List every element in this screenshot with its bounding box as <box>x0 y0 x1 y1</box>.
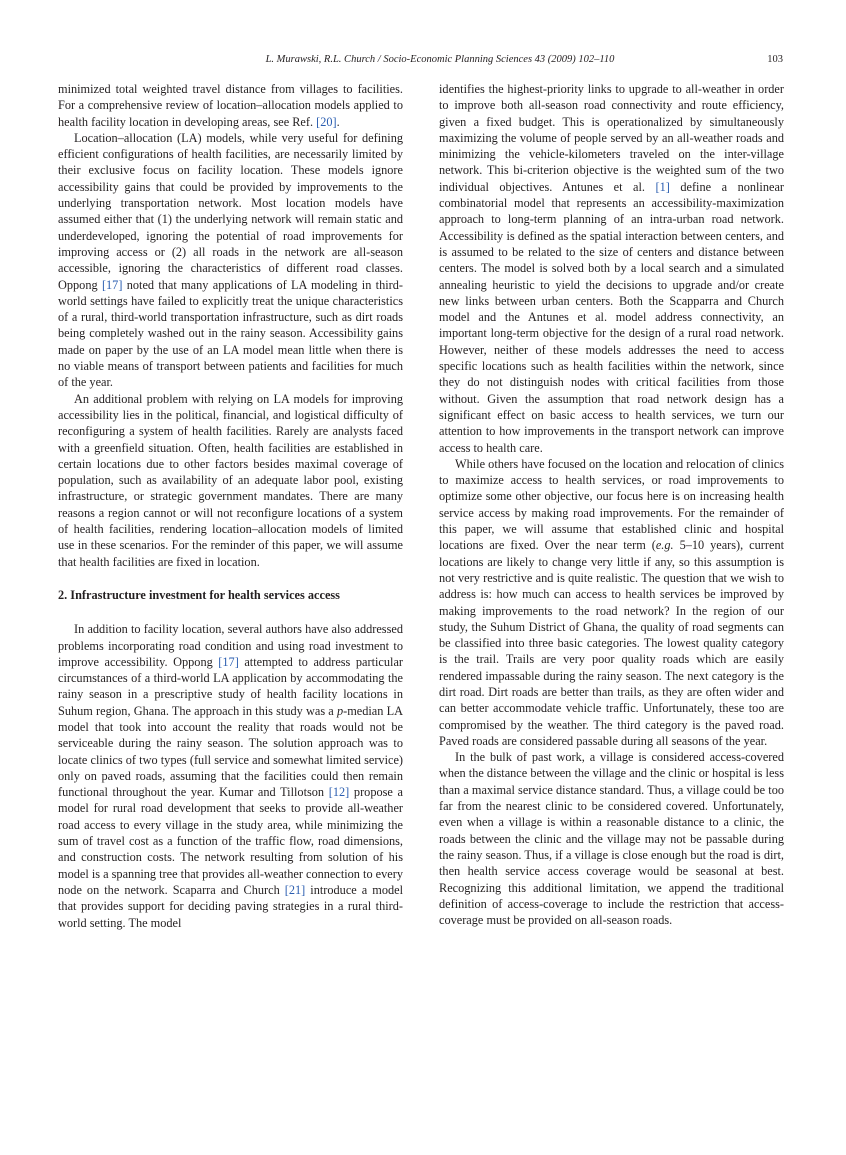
journal-citation: L. Murawski, R.L. Church / Socio-Economic Planning Sciences 43 (2009) 102–110 <box>265 54 615 65</box>
paragraph-text: In addition to facility location, several authors have also addressed problems incorporating road condition and using road investment to improve accessibility. Oppong <box>58 622 403 669</box>
paragraph-text: 5–10 years), current locations are likely to change very little if any, so this assumption is not very restrictive and is quite realistic. The question that we wish to address is: how much can access to health services be improved by making improvements to the road network? In the region of our study, the Suhum District of Ghana, the quality of road segments can be classified into three basic categories. The lowest quality category is the trail. Trails are very poor quality roads which are easily rendered impassable during the rainy season. The next category is the dirt road. Dirt roads are better than trails, as they are often wider and can better accommodate vehicle traffic. Unfortunately, these too are compromised by the weather. The third category is the paved road. Paved roads are considered passable during all seasons of the year. <box>439 538 785 748</box>
paragraph-text: attempted to address particular circumstances of a third-world LA application by accommodating the rainy season in a prescriptive study of health facility locations in Suhum region, Ghana. The approach in this study was a <box>58 654 403 718</box>
reference-link[interactable]: [17] <box>101 277 123 292</box>
paragraph-text: noted that many applications of LA modeling in third-world settings have failed to explicitly treat the unique characteristics of a rural, third-world transportation infrastructure, such as dirt roads being completely washed out in the rainy season. Accessibility gains made on paper by the use of an LA model mean little when there is no viable means of transport between patients and facilities for much of the year. <box>58 277 403 390</box>
paragraph-text: -median LA model that took into account the reality that roads would not be serviceable during the rainy season. The solution approach was to locate clinics of two types (full service and somewhat limited service) only on paved roads, assuming that the facilities could then remain functional throughout the year. Kumar and Tillotson <box>58 703 403 800</box>
paragraph-text: propose a model for rural road development that seeks to provide all-weather road access to every village in the study area, while minimizing the sum of travel cost as a function of the traffic flow, road dimensions, and construction costs. The network resulting from solution of his model is a spanning tree that provides all-weather connection to every node on the network. Scaparra and Church <box>58 785 403 897</box>
paragraph <box>439 81 784 456</box>
reference-link[interactable]: [1] <box>655 179 670 194</box>
paragraph: An additional problem with relying on LA models for improving accessibility lies in the political, financial, and logistical difficulty of reconfiguring a system of health facilities. Rarely are analysts faced with a greenfield situation. Often, health facilities are established in certain locations due to other factors besides maximal coverage of population, such as availability of an adequate labor pool, existing infrastructure, or strategic government mandates. There are many reasons a region cannot or will not reconfigure locations of a system of health facilities, rendering location–allocation models of limited use in these scenarios. For the reminder of this paper, we will assume that health facilities are fixed in location. <box>58 391 403 569</box>
paragraph <box>58 130 403 391</box>
section-heading: 2. Infrastructure investment for health services access <box>58 587 340 602</box>
paragraph <box>58 81 403 130</box>
paragraph-text: Location–allocation (LA) models, while very useful for defining efficient configurations of health facilities, are necessarily limited by their exclusive focus on facility location. These models ignore accessibility gains that could be provided by improvements to the underlying transportation network. Most location models have assumed either that (1) the underlying network will remain static and underdeveloped, ignoring the potential of road improvements for improving access or (2) all roads in the network are all-season accessible, ignoring the characteristics of different road classes. Oppong <box>58 130 403 292</box>
paragraph: In the bulk of past work, a village is considered access-covered when the distance between the village and the clinic or hospital is less than a maximal service distance standard. Thus, a village could be too far from the nearest clinic to be considered covered. Unfortunately, even when a village is within a reasonable distance to a clinic, the roads between the clinic and the village may not be passable during the rainy season. Thus, if a village is close enough but the road is dirt, then health service access coverage would be seasonal at best. Recognizing this additional limitation, we append the traditional definition of access-coverage to include the restriction that access-coverage must be provided on all-season roads. <box>439 750 784 928</box>
right-column <box>439 81 784 928</box>
paragraph-text: . <box>336 114 340 129</box>
reference-link[interactable]: [12] <box>328 785 350 800</box>
paragraph-text: introduce a model that provides support for deciding paving strategies in a rural third-world setting. The model <box>58 882 404 930</box>
reference-link[interactable]: [20] <box>316 114 337 129</box>
paragraph <box>58 621 403 931</box>
paragraph-text: identifies the highest-priority links to upgrade to all-weather in order to improve both all-season road connectivity and route efficiency, given a fixed budget. This is operationalized by simultaneously maximizing the volume of people served by an all-weather roads and minimizing the vehicle-kilometers traveled on the inter-village network. This bi-criterion objective is the weighted sum of the two individual objectives. Antunes et al. <box>439 82 784 194</box>
emphasis-text: e.g. <box>655 538 674 553</box>
reference-link[interactable]: [17] <box>218 654 239 669</box>
running-head <box>0 52 846 68</box>
reference-link[interactable]: [21] <box>284 882 306 897</box>
paragraph-text: While others have focused on the location and relocation of clinics to maximize access to health services, or road improvements to optimize some other objective, our focus here is on increasing health service access by making road improvements. For the remainder of this paper, we will assume that established clinic and hospital locations are fixed. Over the near term ( <box>439 456 784 553</box>
paragraph-text: define a nonlinear combinatorial model that represents an accessibility-maximization approach to long-term planning of an intra-urban road network. Accessibility is defined as the spatial interaction between centers, and is assumed to be related to the size of centers and distance between centers. The model is solved both by a local search and a simulated annealing heuristic to yield the decisions to upgrade and/or create new links between urban centers. Both the Scapparra and Church model and the Antunes et al. model address connectivity, an important long-term objective for the design of a rural road network. However, neither of these models addresses the need to access specific locations such as health facilities within the network, since they do not distinguish nodes with critical facilities from those without. Given the assumption that road network design has a significant effect on basic access to health services, we turn our attention to how improvements in the transport network can improve access to health care. <box>439 179 785 455</box>
paragraph <box>439 456 784 749</box>
paragraph-text: minimized total weighted travel distance from villages to facilities. For a comprehensive review of location–allocation models applied to health facility location in developing areas, see Ref. <box>58 82 403 129</box>
left-column <box>58 81 403 931</box>
page-number: 103 <box>767 54 783 65</box>
math-variable: p <box>336 703 344 718</box>
